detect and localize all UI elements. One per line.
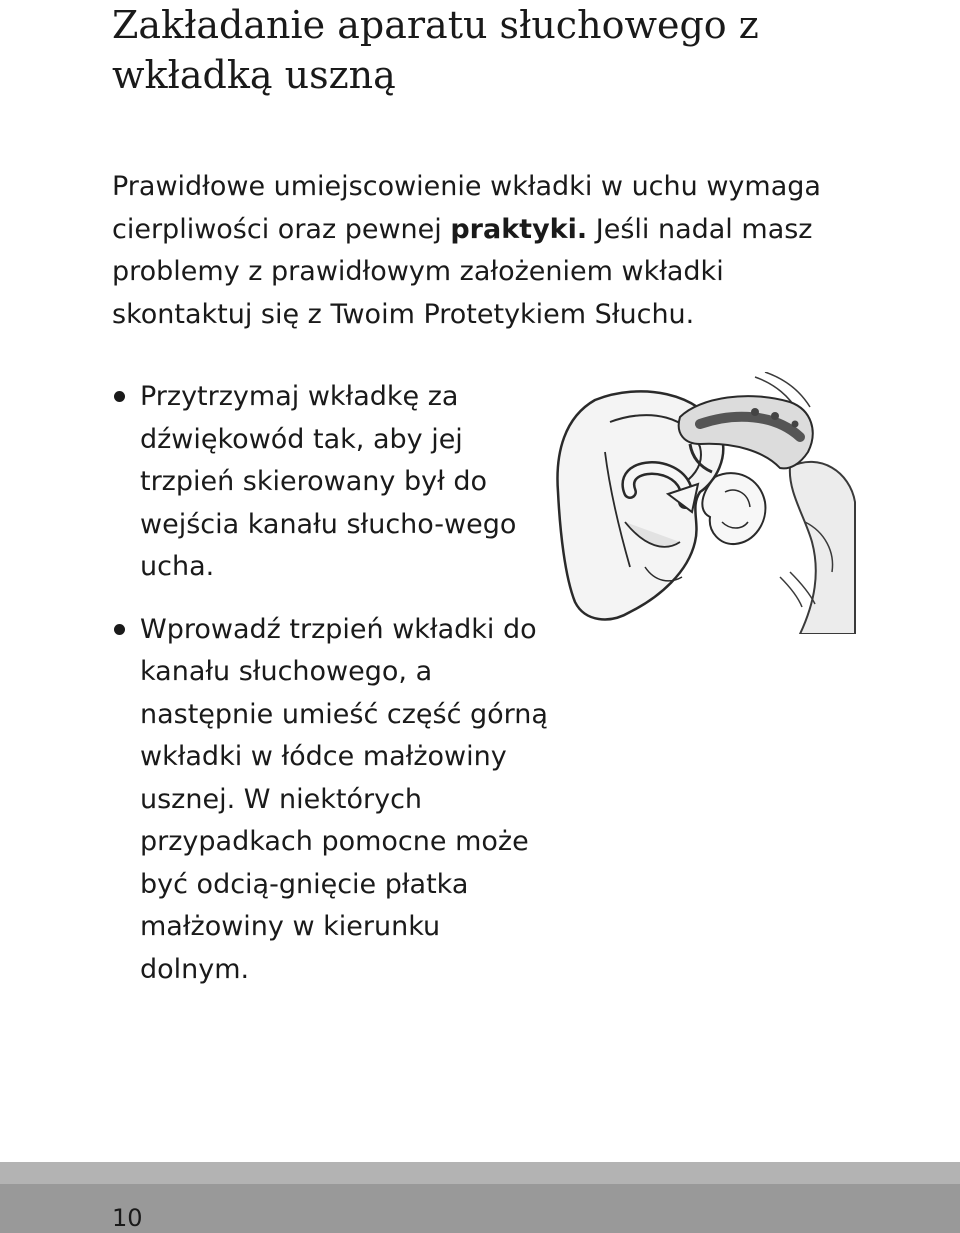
instruction-list [112, 376, 552, 991]
intro-text-start: Prawidłowe umiejscowienie wkładki w uchu wymaga cierpliwości oraz pewnej [112, 171, 821, 245]
instruction-item [112, 609, 552, 992]
bullet-icon [114, 624, 125, 635]
ear-with-hearing-aid-illustration [550, 372, 860, 634]
intro-text-end: Jeśli nadal masz problemy z prawidłowym założeniem wkładki skontaktuj się z Twoim Protetykiem Słuchu. [112, 213, 813, 330]
instruction-text: Wprowadź trzpień wkładki do kanału słuchowego, a następnie umieść część górną wkładki w łódce małżowiny usznej. W niektórych przypadkach pomocne może być odcią-gnięcie płatka małżowiny w kierunku dolnym. [140, 613, 548, 985]
footer-band [0, 1162, 960, 1184]
bullet-icon [114, 391, 125, 402]
page-title: Zakładanie aparatu słuchowego z wkładką uszną [112, 3, 759, 97]
page-number: 10 [112, 1204, 143, 1232]
instruction-text: Przytrzymaj wkładkę za dźwiękowód tak, aby jej trzpień skierowany był do wejścia kanału słucho-wego ucha. [140, 381, 517, 582]
intro-paragraph [112, 166, 852, 336]
intro-bold-text: praktyki. [450, 213, 588, 245]
instruction-item [112, 376, 552, 589]
footer-bar [0, 1184, 960, 1233]
